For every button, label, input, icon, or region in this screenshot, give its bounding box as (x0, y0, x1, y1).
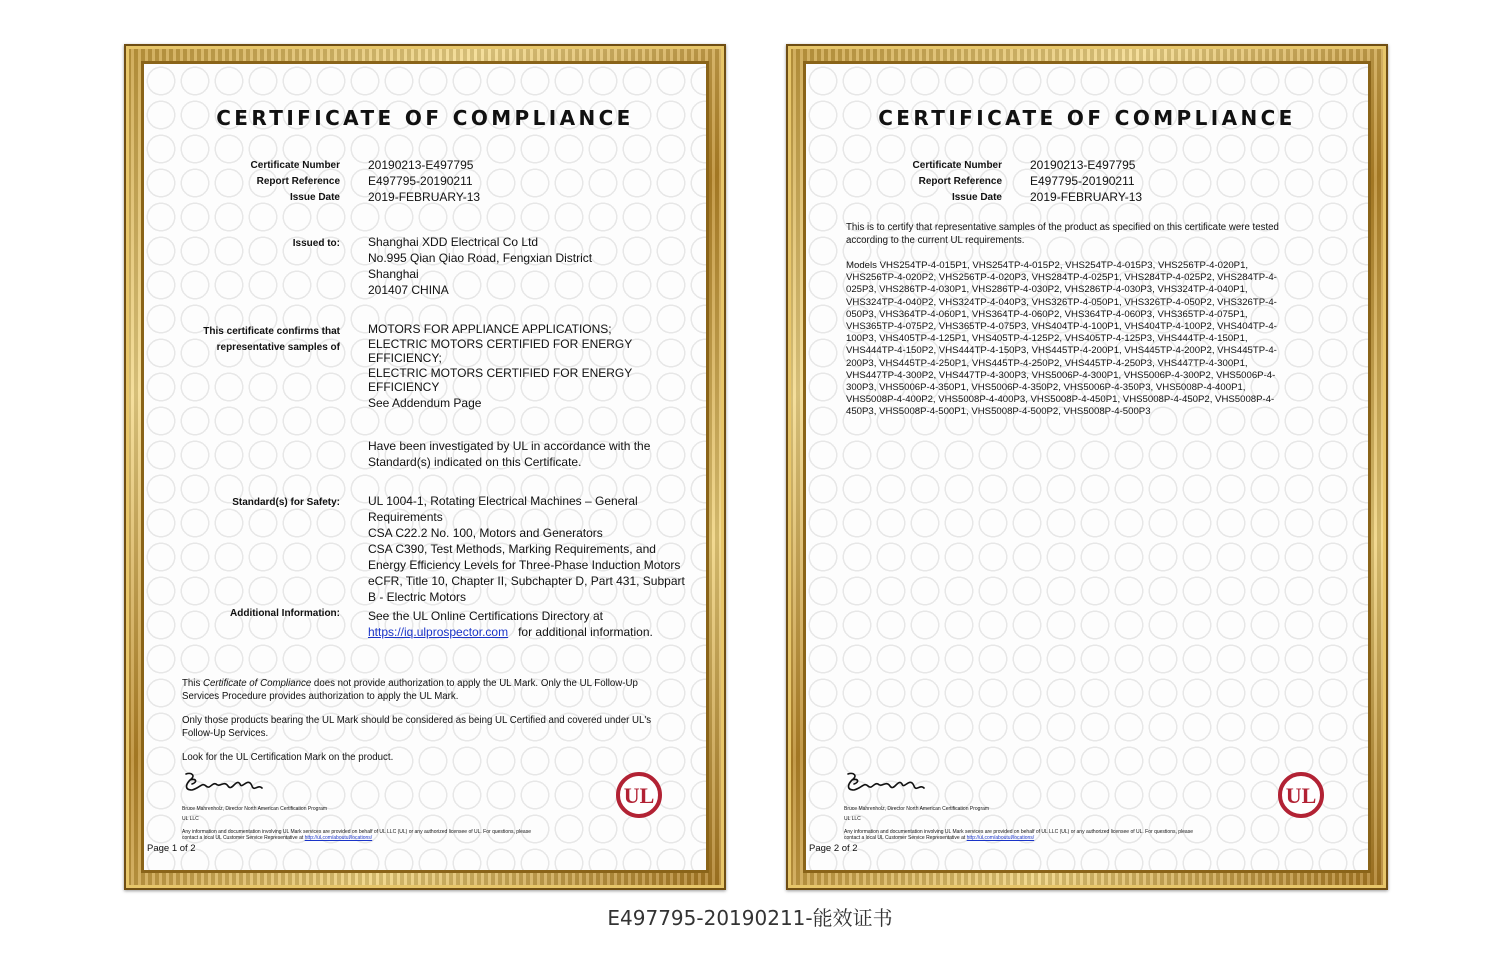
issue-date-value: 2019-FEBRUARY-13 (1030, 190, 1143, 204)
standard-line: Requirements (368, 510, 443, 524)
report-reference-label: Report Reference (256, 176, 340, 187)
models-line: 025P3, VHS286TP-4-030P1, VHS286TP-4-030P2, VHS286TP-4-030P3, VHS324TP-4-040P1, (846, 284, 1248, 296)
certify-statement (846, 222, 1366, 247)
certificate-number-label: Certificate Number (250, 160, 340, 171)
disclaimer-text: Only those products bearing the UL Mark should be considered as being UL Certified and covered under UL's (182, 715, 652, 726)
certificate-title: CERTIFICATE OF COMPLIANCE (878, 106, 1296, 130)
models-line: 300P3, VHS5006P-4-350P1, VHS5006P-4-350P2, VHS5006P-4-350P3, VHS5008P-4-400P1, (846, 382, 1246, 394)
models-line: VHS5008P-4-400P2, VHS5008P-4-400P3, VHS5008P-4-450P1, VHS5008P-4-450P2, VHS5008P-4- (846, 394, 1275, 406)
standards-label: Standard(s) for Safety: (232, 497, 340, 508)
product-line: See Addendum Page (368, 395, 482, 410)
standards-list (368, 493, 708, 605)
signature-icon (182, 770, 272, 796)
issued-to-line: 201407 CHINA (368, 283, 449, 297)
signer-name: Bruce Mahrenholz, Director North American Certification Program (182, 806, 328, 812)
models-line: 100P3, VHS405TP-4-125P1, VHS405TP-4-125P2, VHS405TP-4-125P3, VHS444TP-4-150P1, (846, 333, 1248, 345)
issue-date-value: 2019-FEBRUARY-13 (368, 190, 481, 204)
certificate-title: CERTIFICATE OF COMPLIANCE (216, 106, 634, 130)
models-line: 450P3, VHS5008P-4-500P1, VHS5008P-4-500P2, VHS5008P-4-500P3 (846, 406, 1151, 418)
issue-date-label: Issue Date (289, 192, 340, 203)
disclaimer-paragraph-1 (182, 678, 702, 703)
product-line: MOTORS FOR APPLIANCE APPLICATIONS; (368, 322, 612, 336)
additional-info-line (368, 624, 708, 640)
fine-print-contact (844, 835, 1034, 842)
ulprospector-link[interactable]: https://iq.ulprospector.com (368, 625, 509, 639)
models-line: Models VHS254TP-4-015P1, VHS254TP-4-015P2, VHS254TP-4-015P3, VHS256TP-4-020P1, (846, 260, 1249, 271)
additional-info (368, 608, 708, 640)
page-number: Page 1 of 2 (147, 843, 196, 854)
models-line: VHS324TP-4-040P2, VHS324TP-4-040P3, VHS326TP-4-050P1, VHS326TP-4-050P2, VHS326TP-4- (846, 296, 1277, 308)
ul-logo-letters: UL (623, 783, 655, 808)
disclaimer-paragraph-2 (182, 715, 702, 740)
report-reference-value: E497795-20190211 (1030, 174, 1135, 188)
standard-line: CSA C22.2 No. 100, Motors and Generators (368, 526, 603, 540)
disclaimer-paragraph-3: Look for the UL Certification Mark on the product. (182, 752, 394, 763)
investigated-line: Have been investigated by UL in accordance with the (368, 439, 651, 453)
confirms-label-line: This certificate confirms that (203, 326, 340, 337)
company-name: UL LLC (844, 816, 861, 822)
signature-icon (844, 770, 934, 796)
models-line: VHS447TP-4-300P2, VHS447TP-4-300P3, VHS5006P-4-300P1, VHS5006P-4-300P2, VHS5006P-4- (846, 369, 1276, 381)
certify-line: according to the current UL requirements. (846, 234, 1025, 246)
issue-date-label: Issue Date (951, 192, 1002, 203)
issued-to-address (368, 234, 708, 298)
disclaimer-emphasis: Certificate of Compliance (203, 678, 312, 689)
issued-to-line: Shanghai (368, 267, 419, 281)
fine-print-text: contact a local UL Customer Service Representative at (844, 835, 966, 841)
fine-print: Any information and documentation involving UL Mark services are provided on behalf of UL LLC (UL) or any authorized licensee of UL. For questions, please (182, 829, 531, 835)
standard-line: eCFR, Title 10, Chapter II, Subchapter D, Part 431, Subpart (368, 574, 685, 588)
models-line: 050P3, VHS364TP-4-060P1, VHS364TP-4-060P2, VHS364TP-4-060P3, VHS365TP-4-075P1, (846, 308, 1248, 320)
ul-logo-letters: UL (1285, 783, 1317, 808)
product-line: EFFICIENCY (368, 380, 440, 395)
ul-logo-icon (1277, 771, 1325, 819)
issued-to-label: Issued to: (292, 238, 340, 249)
disclaimer-text: Services Procedure provides authorization to apply the UL Mark. (182, 690, 459, 702)
models-line: VHS444TP-4-150P2, VHS444TP-4-150P3, VHS445TP-4-200P1, VHS445TP-4-200P2, VHS445TP-4- (846, 345, 1277, 357)
issued-to-line: Shanghai XDD Electrical Co Ltd (368, 235, 539, 249)
additional-info-label: Additional Information: (230, 608, 340, 619)
certificate-frame-page-2 (786, 44, 1388, 890)
certificate-paper-page-1 (141, 61, 709, 873)
additional-info-suffix: for additional information. (518, 625, 653, 639)
product-line: EFFICIENCY; (368, 351, 442, 366)
models-list (846, 260, 1336, 419)
product-line: ELECTRIC MOTORS CERTIFIED FOR ENERGY (368, 365, 633, 380)
ul-logo-icon (615, 771, 663, 819)
disclaimer-text: This (182, 678, 203, 689)
investigated-line: Standard(s) indicated on this Certificate. (368, 455, 582, 469)
standard-line: B - Electric Motors (368, 590, 467, 604)
signer-name: Bruce Mahrenholz, Director North American Certification Program (844, 806, 990, 812)
ul-locations-link[interactable]: http://ul.com/aboutul/locations/ (304, 835, 373, 841)
confirms-label (144, 324, 340, 356)
additional-info-text: See the UL Online Certifications Directory at (368, 609, 603, 623)
report-reference-value: E497795-20190211 (368, 174, 473, 188)
fine-print-text: contact a local UL Customer Service Representative at (182, 835, 304, 841)
disclaimer-text: does not provide authorization to apply the UL Mark. Only the UL Follow-Up (311, 678, 638, 689)
report-reference-label: Report Reference (918, 176, 1002, 187)
standard-line: Energy Efficiency Levels for Three-Phase Induction Motors (368, 558, 681, 572)
models-line: VHS256TP-4-020P2, VHS256TP-4-020P3, VHS284TP-4-025P1, VHS284TP-4-025P2, VHS284TP-4- (846, 272, 1277, 284)
models-line: VHS365TP-4-075P2, VHS365TP-4-075P3, VHS404TP-4-100P1, VHS404TP-4-100P2, VHS404TP-4- (846, 321, 1277, 333)
certificate-paper-page-2 (803, 61, 1371, 873)
standard-line: CSA C390, Test Methods, Marking Requirements, and (368, 542, 656, 556)
models-line: 200P3, VHS445TP-4-250P1, VHS445TP-4-250P2, VHS445TP-4-250P3, VHS447TP-4-300P1, (846, 357, 1248, 369)
certificate-frame-page-1 (124, 44, 726, 890)
fine-print-contact (182, 835, 372, 842)
certify-line: This is to certify that representative samples of the product as specified on this certificate were tested (846, 222, 1279, 233)
certificate-number-value: 20190213-E497795 (368, 158, 474, 172)
investigated-statement (368, 438, 708, 470)
page-number: Page 2 of 2 (809, 843, 858, 854)
standard-line: UL 1004-1, Rotating Electrical Machines – General (368, 494, 638, 508)
certificate-number-value: 20190213-E497795 (1030, 158, 1136, 172)
certificate-number-label: Certificate Number (912, 160, 1002, 171)
image-caption: E497795-20190211-能效证书 (607, 906, 893, 930)
fine-print: Any information and documentation involving UL Mark services are provided on behalf of UL LLC (UL) or any authorized licensee of UL. For questions, please (844, 829, 1193, 835)
ul-locations-link[interactable]: http://ul.com/aboutul/locations/ (966, 835, 1035, 841)
disclaimer-text: Follow-Up Services. (182, 727, 269, 739)
product-line: ELECTRIC MOTORS CERTIFIED FOR ENERGY (368, 336, 633, 351)
product-description (368, 322, 708, 411)
issued-to-line: No.995 Qian Qiao Road, Fengxian District (368, 251, 593, 265)
confirms-label-line: representative samples of (216, 342, 340, 353)
company-name: UL LLC (182, 816, 199, 822)
